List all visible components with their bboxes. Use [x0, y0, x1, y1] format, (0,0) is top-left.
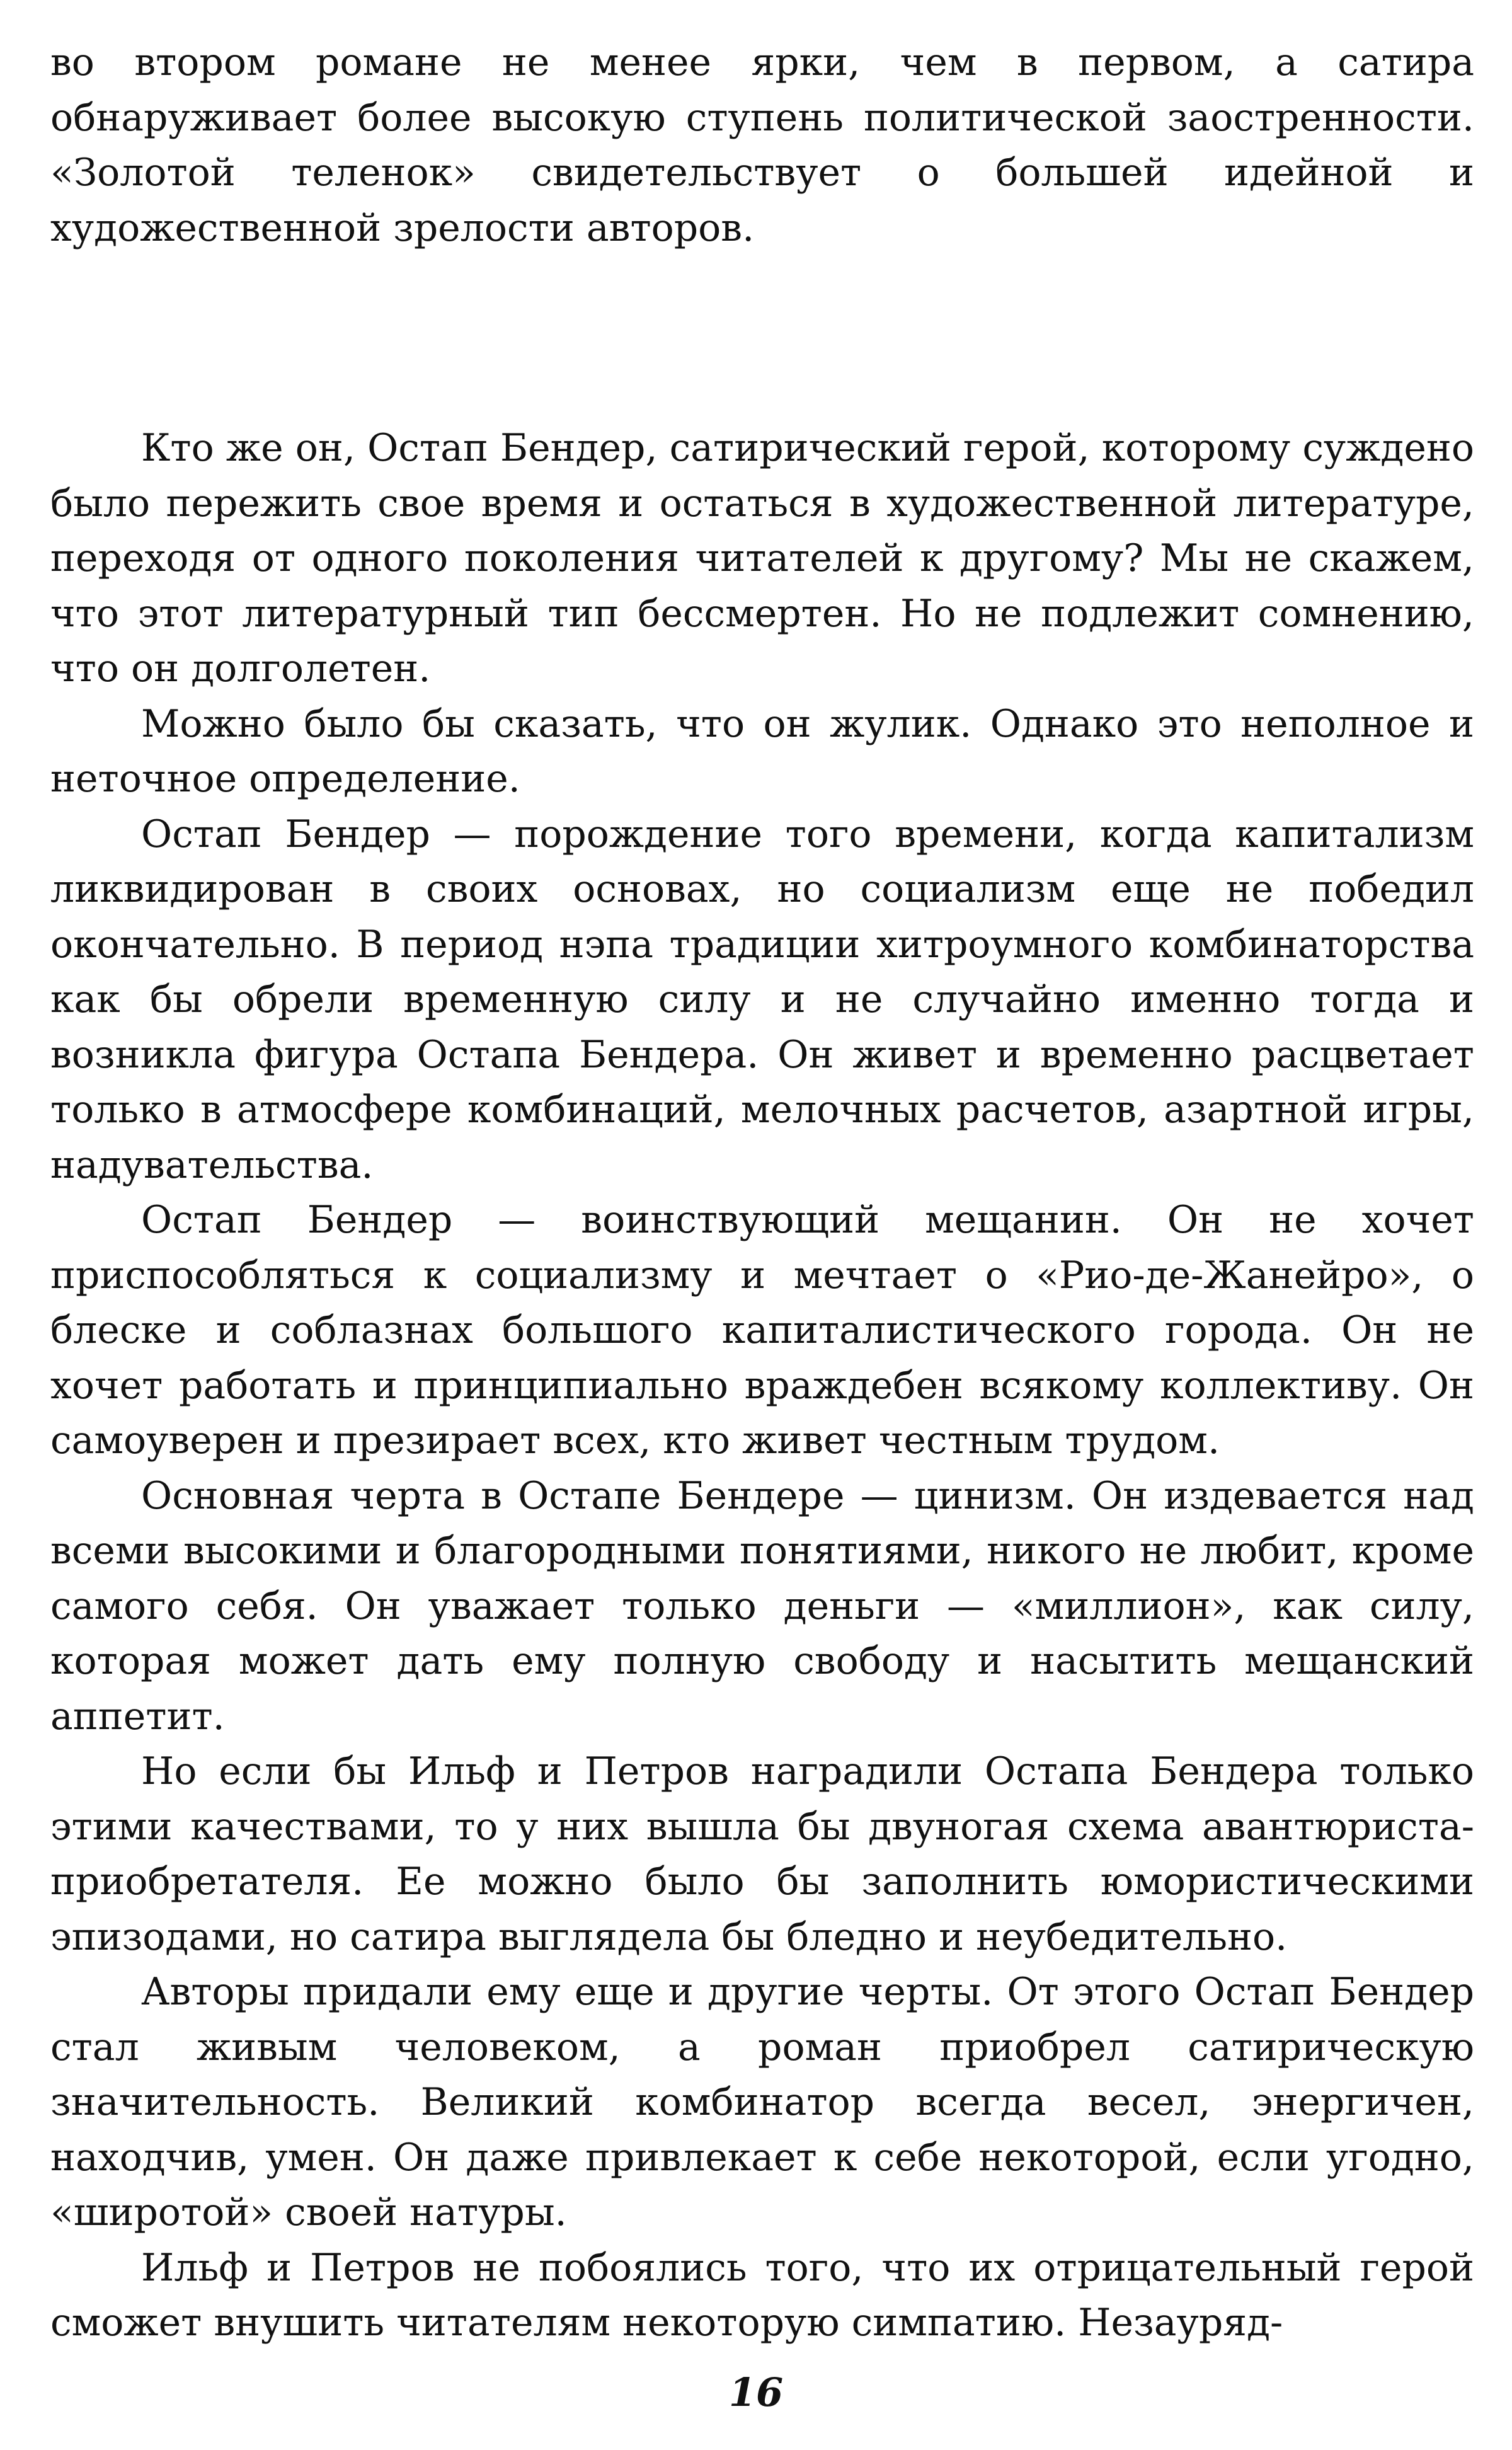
- paragraph: Авторы придали ему еще и другие черты. От этого Остап Бендер стал живым человеком, а роман приобрел сатирическую значительность. Великий комбинатор всегда весел, энергичен, находчив, умен. Он даже привлекает к себе некоторой, если угодно, «широтой» своей натуры.: [50, 1970, 1474, 2234]
- paragraph: Кто же он, Остап Бендер, сатирический герой, которому суждено было пережить свое время и остаться в художественной литературе, переходя от одного поколения читателей к другому? Мы не скажем, что этот литературный тип бессмертен. Но не подлежит сомнению, что он долголетен.: [50, 426, 1474, 691]
- paragraph: Но если бы Ильф и Петров наградили Остапа Бендера только этими качествами, то у них вышла бы двуногая схема авантюриста-приобретателя. Ее можно было бы заполнить юмористическими эпизодами, но сатира выглядела бы бледно и неубедительно.: [50, 1749, 1474, 1959]
- section-gap: [50, 256, 1474, 421]
- page-body: [50, 35, 1474, 2351]
- page-number: 16: [728, 2369, 784, 2415]
- paragraph: Остап Бендер — воинствующий мещанин. Он не хочет приспособляться к социализму и мечтает о «Рио-де-Жанейро», о блеске и соблазнах большого капиталистического города. Он не хочет работать и принципиально враждебен всякому коллективу. Он самоуверен и презирает всех, кто живет честным трудом.: [50, 1198, 1474, 1463]
- paragraph: Остап Бендер — порождение того времени, когда капитализм ликвидирован в своих основах, но социализм еще не победил окончательно. В период нэпа традиции хитроумного комбинаторства как бы обрели временную силу и не случайно именно тогда и возникла фигура Остапа Бендера. Он живет и временно расцветает только в атмосфере комбинаций, мелочных расчетов, азартной игры, надувательства.: [50, 812, 1474, 1187]
- paragraph: Ильф и Петров не побоялись того, что их отрицательный герой сможет внушить читателям некоторую симпатию. Незауряд-: [50, 2245, 1474, 2345]
- paragraph-continuation: во втором романе не менее ярки, чем в первом, а сатира обнаруживает более высокую ступень политической заостренности. «Золотой теленок» свидетельствует о большей идейной и художественной зрелости авторов.: [50, 40, 1474, 250]
- paragraph: Основная черта в Остапе Бендере — цинизм. Он издевается над всеми высокими и благородными понятиями, никого не любит, кроме самого себя. Он уважает только деньги — «миллион», как силу, которая может дать ему полную свободу и насытить мещанский аппетит.: [50, 1473, 1474, 1739]
- paragraph: Можно было бы сказать, что он жулик. Однако это неполное и неточное определение.: [50, 701, 1474, 801]
